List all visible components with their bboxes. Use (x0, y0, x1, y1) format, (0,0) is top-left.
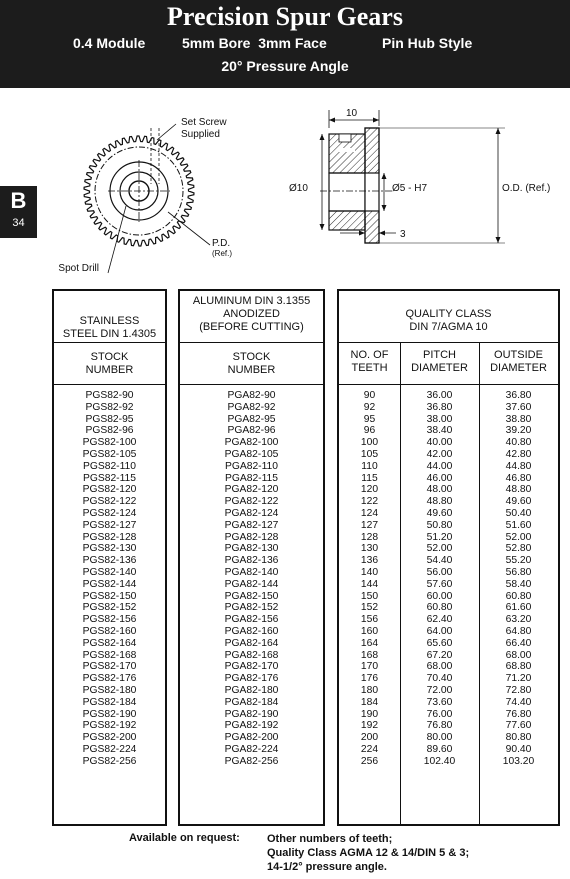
table-row (180, 720, 323, 732)
dim-face-label: 3 (400, 229, 406, 240)
availability-lines: Other numbers of teeth; Quality Class AGMA 12 & 14/DIN 5 & 3; 14-1/2° pressure angle. (267, 833, 470, 873)
table-cell: 90 (363, 390, 376, 401)
table-row (180, 732, 323, 744)
set-screw-label: Set Screw (181, 117, 227, 128)
table-cell: PGA82-95 (227, 413, 276, 425)
table-cell: 49.60 (505, 496, 532, 508)
table-cell: PGA82-190 (224, 708, 279, 720)
table-row (339, 673, 558, 685)
table-row (339, 449, 558, 461)
table-row (180, 638, 323, 650)
table-row (54, 532, 165, 544)
table-cell: 120 (360, 484, 379, 496)
table-row (54, 709, 165, 721)
table-cell: 180 (360, 684, 379, 696)
availability-label: Available on request: (129, 832, 240, 844)
table-row (54, 414, 165, 426)
table-cell: 76.80 (505, 708, 532, 720)
table-cell: PGA82-150 (224, 590, 279, 602)
table-cell: 52.80 (505, 543, 532, 555)
table-cell: PGA82-224 (224, 743, 279, 755)
table-row (54, 555, 165, 567)
table-row (339, 638, 558, 650)
table-cell: 96 (363, 425, 376, 437)
table-cell: 140 (360, 566, 379, 578)
gear-technical-drawing (0, 88, 570, 288)
table-cell: 115 (361, 472, 378, 484)
spec-bore-face: 5mm Bore 3mm Face (182, 35, 327, 51)
table-cell: PGA82-105 (224, 448, 279, 460)
table-row (180, 414, 323, 426)
table-row (180, 543, 323, 555)
table-cell: PGA82-124 (224, 507, 279, 519)
table-cell: 90.40 (505, 743, 532, 755)
table-cell: 72.00 (426, 684, 453, 696)
table-cell: 51.60 (505, 519, 532, 531)
table-row (339, 685, 558, 697)
table-cell: 122 (360, 496, 379, 508)
table-row (339, 532, 558, 544)
table-row (180, 437, 323, 449)
table-cell: 62.40 (426, 614, 453, 626)
table-row (180, 461, 323, 473)
table-row (54, 673, 165, 685)
table-cell: 89.60 (426, 743, 453, 755)
table-row (180, 567, 323, 579)
gear-front-view (84, 124, 210, 273)
table-row (180, 508, 323, 520)
table-cell: 48.00 (426, 484, 453, 496)
table-cell: 70.40 (426, 673, 453, 685)
table-row (180, 709, 323, 721)
table-cell: 56.80 (505, 566, 532, 578)
table-row (180, 473, 323, 485)
table-cell: PGS82-256 (82, 755, 137, 767)
table-row (339, 697, 558, 709)
table-cell: PGS82-156 (82, 614, 137, 626)
pressure-angle: 20° Pressure Angle (221, 58, 349, 74)
table-cell: PGS82-180 (82, 684, 137, 696)
table-row (180, 744, 323, 756)
table-row (339, 402, 558, 414)
table-row (339, 520, 558, 532)
aluminum-rows (180, 390, 323, 768)
table-cell: PGA82-96 (227, 425, 276, 437)
outside-diameter-header: OUTSIDE DIAMETER (490, 349, 547, 374)
table-row (180, 496, 323, 508)
table-cell: 256 (360, 755, 379, 767)
table-row (180, 402, 323, 414)
page-title: Precision Spur Gears (167, 2, 403, 31)
table-cell: 152 (360, 602, 379, 614)
table-cell: 76.00 (426, 708, 453, 720)
table-row (339, 661, 558, 673)
table-row (54, 614, 165, 626)
table-cell: 100 (360, 437, 379, 449)
table-cell: 37.60 (505, 401, 532, 413)
table-cell: PGA82-156 (224, 614, 279, 626)
table-cell: 164 (360, 637, 379, 649)
dim-10-label: 10 (346, 108, 358, 119)
table-cell: 50.80 (426, 519, 453, 531)
dim-hub-diameter-label: Ø10 (289, 183, 308, 194)
table-row (339, 732, 558, 744)
table-row (339, 591, 558, 603)
quality-rows (339, 390, 558, 768)
table-row (180, 520, 323, 532)
table-row (54, 520, 165, 532)
table-row (339, 614, 558, 626)
table-cell: PGS82-136 (82, 555, 137, 567)
table-cell: 60.80 (505, 590, 532, 602)
table-cell: PGS82-96 (85, 425, 134, 437)
table-cell: 124 (360, 507, 379, 519)
quality-panel (337, 289, 560, 826)
table-cell: PGA82-170 (224, 661, 279, 673)
table-row (180, 697, 323, 709)
table-cell: PGS82-128 (82, 531, 137, 543)
table-row (339, 425, 558, 437)
table-row (339, 484, 558, 496)
table-cell: 52.00 (505, 531, 532, 543)
table-cell: 61.60 (505, 602, 532, 614)
table-cell: 192 (360, 720, 379, 732)
table-cell: PGA82-120 (224, 484, 279, 496)
table-cell: 127 (360, 519, 379, 531)
table-cell: PGS82-140 (82, 566, 137, 578)
table-cell: 80.00 (426, 732, 453, 744)
table-cell: PGA82-100 (224, 437, 279, 449)
table-cell: 68.00 (426, 661, 453, 673)
table-row (54, 390, 165, 402)
table-cell: 36.80 (426, 401, 453, 413)
stainless-rows (54, 390, 165, 768)
table-cell: PGS82-144 (82, 578, 137, 590)
table-cell: 160 (360, 625, 379, 637)
table-row (339, 756, 558, 768)
table-row (54, 661, 165, 673)
table-row (54, 496, 165, 508)
table-row (339, 650, 558, 662)
dim-bore-label: Ø5 - H7 (392, 183, 428, 194)
table-cell: 68.80 (505, 661, 532, 673)
table-cell: 52.00 (426, 543, 453, 555)
aluminum-header: ALUMINUM DIN 3.1355 ANODIZED (BEFORE CUTTING) (192, 295, 311, 333)
table-row (339, 720, 558, 732)
table-cell: PGA82-152 (224, 602, 279, 614)
table-row (54, 602, 165, 614)
table-row (54, 591, 165, 603)
table-row (54, 543, 165, 555)
stainless-stock-header: STOCK NUMBER (85, 351, 134, 376)
table-cell: 102.40 (423, 755, 456, 767)
table-row (54, 449, 165, 461)
table-cell: 71.20 (505, 673, 532, 685)
table-cell: 56.00 (426, 566, 453, 578)
table-cell: PGA82-92 (227, 401, 276, 413)
table-row (339, 473, 558, 485)
table-cell: 58.40 (505, 578, 532, 590)
table-cell: PGS82-164 (82, 637, 137, 649)
table-cell: 38.40 (426, 425, 453, 437)
table-cell: PGA82-164 (224, 637, 279, 649)
table-row (180, 532, 323, 544)
table-row (180, 614, 323, 626)
table-cell: 74.40 (505, 696, 532, 708)
table-cell: PGS82-90 (85, 390, 134, 401)
table-row (180, 449, 323, 461)
table-cell: PGS82-224 (82, 743, 137, 755)
table-cell: 176 (360, 673, 379, 685)
table-row (339, 414, 558, 426)
table-cell: 110 (361, 460, 378, 472)
pd-leader (168, 212, 210, 245)
table-cell: PGS82-170 (82, 661, 137, 673)
table-cell: PGS82-115 (82, 472, 137, 484)
table-cell: 46.80 (505, 472, 532, 484)
table-cell: 42.80 (505, 448, 532, 460)
table-cell: 38.00 (426, 413, 453, 425)
table-cell: 64.00 (426, 625, 453, 637)
table-row (180, 484, 323, 496)
pd-ref-label: (Ref.) (212, 249, 232, 258)
table-cell: PGS82-100 (82, 437, 137, 449)
table-row (180, 685, 323, 697)
spec-style: Pin Hub Style (382, 35, 473, 51)
table-cell: 77.60 (505, 720, 532, 732)
table-row (339, 602, 558, 614)
table-cell: PGA82-140 (224, 566, 279, 578)
table-cell: 57.60 (426, 578, 453, 590)
table-cell: 130 (360, 543, 379, 555)
table-row (180, 626, 323, 638)
table-row (54, 461, 165, 473)
table-row (339, 567, 558, 579)
table-cell: 136 (360, 555, 379, 567)
table-row (339, 508, 558, 520)
table-cell: PGA82-180 (224, 684, 279, 696)
table-row (180, 650, 323, 662)
table-cell: 128 (360, 531, 379, 543)
table-row (54, 567, 165, 579)
table-cell: PGA82-128 (224, 531, 279, 543)
table-cell: 190 (360, 708, 379, 720)
table-cell: PGS82-190 (82, 708, 137, 720)
table-row (54, 732, 165, 744)
table-cell: 156 (360, 614, 379, 626)
table-cell: 184 (360, 696, 379, 708)
teeth-header: NO. OF TEETH (350, 349, 389, 374)
table-row (339, 626, 558, 638)
table-cell: 48.80 (505, 484, 532, 496)
table-cell: 55.20 (505, 555, 532, 567)
spec-module: 0.4 Module (73, 35, 146, 51)
table-cell: PGS82-110 (82, 460, 137, 472)
table-cell: 51.20 (426, 531, 453, 543)
table-row (54, 720, 165, 732)
table-cell: PGS82-124 (82, 507, 137, 519)
table-cell: PGA82-184 (224, 696, 279, 708)
table-cell: 46.00 (426, 472, 453, 484)
table-row (339, 390, 558, 402)
section-letter: B (10, 188, 27, 213)
table-row (180, 579, 323, 591)
table-cell: 44.00 (426, 460, 453, 472)
table-cell: PGS82-192 (82, 720, 137, 732)
table-cell: PGA82-256 (224, 755, 279, 767)
stainless-header: STAINLESS STEEL DIN 1.4305 (62, 315, 157, 340)
table-cell: 80.80 (505, 732, 532, 744)
table-cell: PGS82-130 (82, 543, 137, 555)
table-row (339, 744, 558, 756)
table-row (180, 555, 323, 567)
table-cell: PGA82-160 (224, 625, 279, 637)
table-cell: PGS82-200 (82, 732, 137, 744)
pitch-diameter-header: PITCH DIAMETER (411, 349, 468, 374)
table-cell: PGS82-92 (85, 401, 134, 413)
table-cell: 38.80 (505, 413, 532, 425)
spot-drill-label: Spot Drill (58, 263, 99, 274)
table-cell: PGS82-95 (85, 413, 134, 425)
table-cell: 50.40 (505, 507, 532, 519)
table-row (54, 402, 165, 414)
table-row (339, 579, 558, 591)
page-header (0, 0, 570, 88)
table-row (54, 425, 165, 437)
table-row (339, 555, 558, 567)
table-cell: PGA82-110 (224, 460, 279, 472)
table-row (54, 650, 165, 662)
quality-header: QUALITY CLASS DIN 7/AGMA 10 (405, 308, 492, 333)
table-row (180, 591, 323, 603)
table-cell: 64.80 (505, 625, 532, 637)
dim-od-label: O.D. (Ref.) (502, 183, 551, 194)
table-row (180, 390, 323, 402)
table-cell: PGA82-168 (224, 649, 279, 661)
table-row (54, 473, 165, 485)
table-cell: 67.20 (426, 649, 453, 661)
table-cell: 200 (360, 732, 379, 744)
table-cell: 73.60 (426, 696, 453, 708)
table-cell: PGS82-152 (82, 602, 137, 614)
table-cell: 40.00 (426, 437, 453, 449)
set-screw-label-2: Supplied (181, 129, 220, 140)
table-cell: 60.80 (426, 602, 453, 614)
table-cell: 103.20 (502, 755, 535, 767)
table-cell: PGA82-90 (227, 390, 276, 401)
table-cell: PGS82-122 (82, 496, 137, 508)
table-row (54, 638, 165, 650)
table-cell: PGS82-184 (82, 696, 137, 708)
table-cell: 170 (360, 661, 379, 673)
stainless-panel (52, 289, 167, 826)
table-row (54, 685, 165, 697)
table-row (54, 756, 165, 768)
table-cell: 68.00 (505, 649, 532, 661)
table-row (54, 484, 165, 496)
table-cell: PGA82-136 (224, 555, 279, 567)
table-row (339, 709, 558, 721)
table-cell: PGA82-192 (224, 720, 279, 732)
table-cell: 36.00 (426, 390, 453, 401)
table-row (339, 461, 558, 473)
gear-side-view (320, 128, 392, 243)
table-cell: 72.80 (505, 684, 532, 696)
table-cell: PGA82-176 (224, 673, 279, 685)
table-row (54, 744, 165, 756)
table-cell: 224 (360, 743, 379, 755)
set-screw-leader (157, 124, 176, 140)
spot-drill-leader (108, 206, 126, 273)
table-row (180, 756, 323, 768)
table-row (54, 508, 165, 520)
table-row (180, 425, 323, 437)
table-row (54, 437, 165, 449)
table-cell: PGA82-127 (224, 519, 279, 531)
aluminum-stock-header: STOCK NUMBER (227, 351, 276, 376)
table-cell: 54.40 (426, 555, 453, 567)
table-cell: 150 (360, 590, 379, 602)
table-row (54, 579, 165, 591)
table-cell: 60.00 (426, 590, 453, 602)
table-cell: PGA82-200 (224, 732, 279, 744)
table-row (180, 602, 323, 614)
table-row (180, 673, 323, 685)
table-cell: PGS82-150 (82, 590, 137, 602)
table-row (54, 697, 165, 709)
table-cell: PGA82-144 (224, 578, 279, 590)
table-row (54, 626, 165, 638)
table-cell: 144 (360, 578, 379, 590)
table-row (339, 437, 558, 449)
pd-label: P.D. (212, 238, 231, 249)
table-cell: PGS82-127 (82, 519, 137, 531)
table-cell: 168 (360, 649, 379, 661)
table-cell: 36.80 (505, 390, 532, 401)
table-cell: PGS82-176 (82, 673, 137, 685)
table-cell: 95 (363, 413, 376, 425)
table-cell: PGA82-115 (224, 472, 279, 484)
table-cell: 48.80 (426, 496, 453, 508)
table-row (339, 543, 558, 555)
table-cell: 63.20 (505, 614, 532, 626)
table-cell: 105 (360, 448, 379, 460)
table-cell: 49.60 (426, 507, 453, 519)
table-row (339, 496, 558, 508)
table-cell: PGS82-160 (82, 625, 137, 637)
table-cell: 40.80 (505, 437, 532, 449)
table-cell: 66.40 (505, 637, 532, 649)
table-cell: 39.20 (505, 425, 532, 437)
table-cell: 44.80 (505, 460, 532, 472)
table-cell: PGS82-105 (82, 448, 137, 460)
table-cell: PGA82-122 (224, 496, 279, 508)
aluminum-panel (178, 289, 325, 826)
table-cell: PGS82-120 (82, 484, 137, 496)
table-cell: 92 (363, 401, 376, 413)
table-cell: 42.00 (426, 448, 453, 460)
table-cell: 65.60 (426, 637, 453, 649)
table-cell: PGA82-130 (224, 543, 279, 555)
table-cell: PGS82-168 (82, 649, 137, 661)
section-page: 34 (12, 217, 25, 229)
table-cell: 76.80 (426, 720, 453, 732)
table-row (180, 661, 323, 673)
